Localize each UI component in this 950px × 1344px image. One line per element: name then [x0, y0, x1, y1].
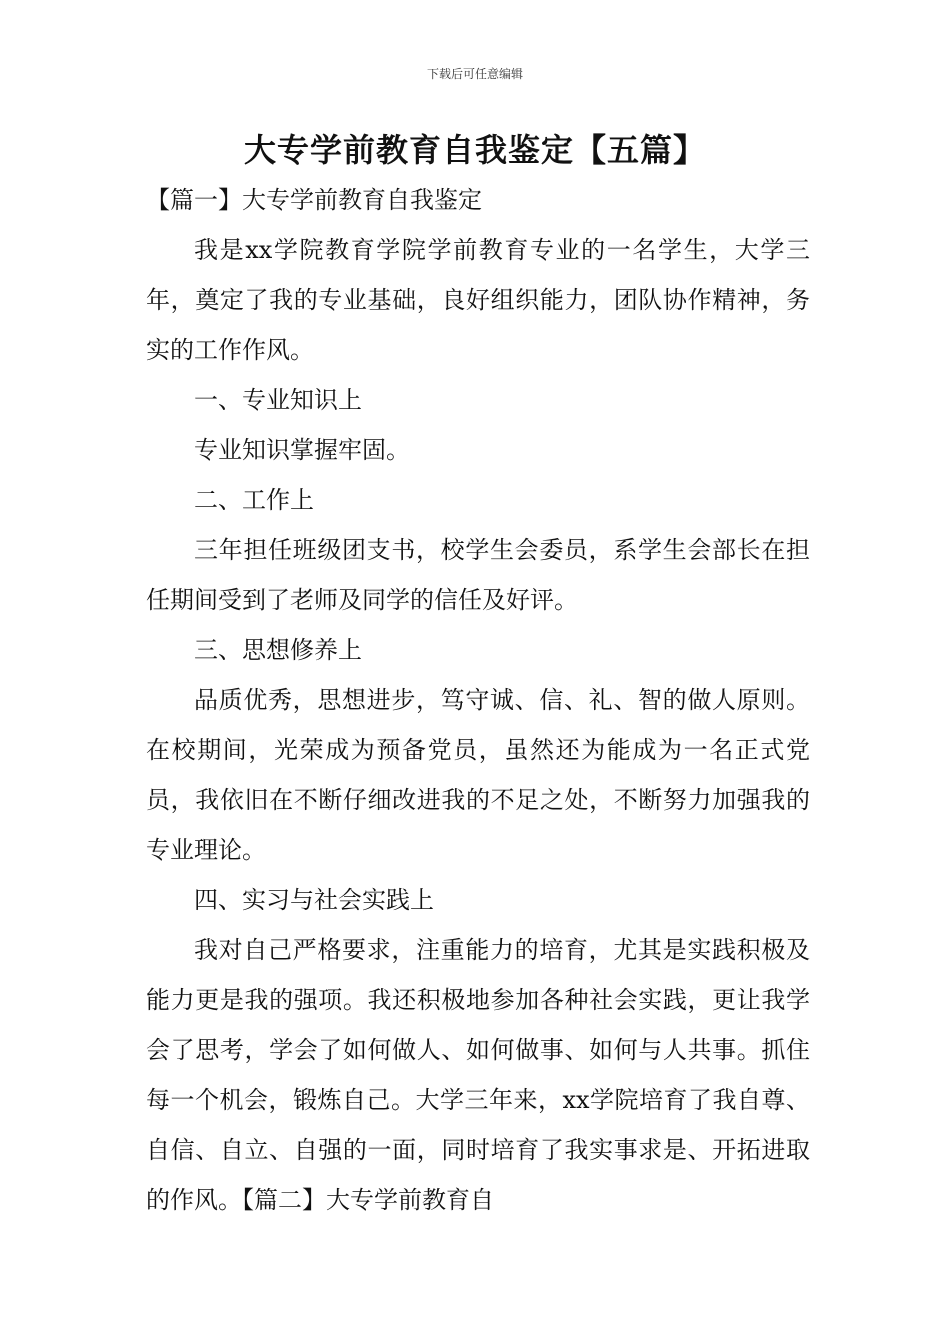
- heading-work: 二、工作上: [194, 486, 314, 514]
- paragraph-internship: 我对自己严格要求，注重能力的培育，尤其是实践积极及能力更是我的强项。我还积极地参加各种社会实践，更让我学会了思考，学会了如何做人、如何做事、如何与人共事。抓住每一个机会，锻炼自己。大学三年来，xx学院培育了我自尊、自信、自立、自强的一面，同时培育了我实事求是、开拓进取的作风。【篇二】大专学前教育自: [146, 936, 810, 1214]
- paragraph-professional-knowledge: 专业知识掌握牢固。: [194, 436, 410, 464]
- intro-paragraph: 我是xx学院教育学院学前教育专业的一名学生，大学三年，奠定了我的专业基础，良好组织能力，团队协作精神，务实的工作作风。: [146, 236, 810, 364]
- document-title: 大专学前教育自我鉴定【五篇】: [243, 131, 706, 169]
- heading-internship: 四、实习与社会实践上: [194, 886, 434, 914]
- header-note: 下载后可任意编辑: [426, 67, 523, 81]
- section-title: 【篇一】大专学前教育自我鉴定: [146, 186, 482, 214]
- heading-professional-knowledge: 一、专业知识上: [194, 386, 362, 414]
- document-body: [146, 175, 810, 1225]
- heading-ideology: 三、思想修养上: [194, 636, 362, 664]
- paragraph-work: 三年担任班级团支书，校学生会委员，系学生会部长在担任期间受到了老师及同学的信任及好评。: [146, 536, 810, 614]
- paragraph-ideology: 品质优秀，思想进步，笃守诚、信、礼、智的做人原则。在校期间，光荣成为预备党员，虽然还为能成为一名正式党员，我依旧在不断仔细改进我的不足之处，不断努力加强我的专业理论。: [146, 686, 810, 864]
